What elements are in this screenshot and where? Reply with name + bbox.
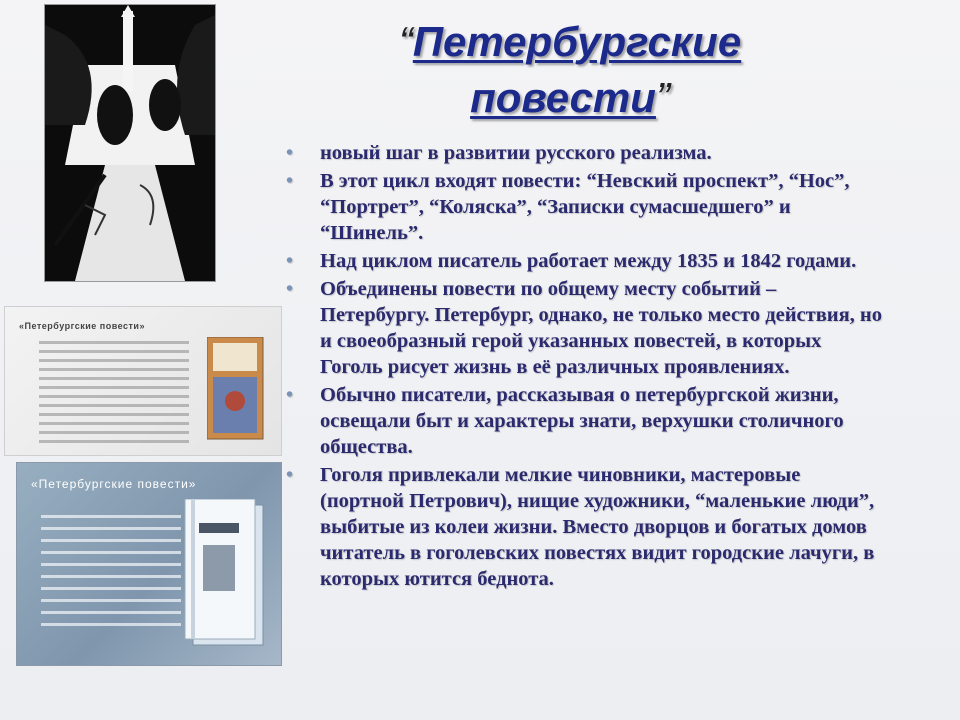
bullet-text: Объединены повести по общему месту событий – Петербургу. Петербург, однако, не только место действия, но и своеобразный герой указанных повестей, в которых Гоголь рисует жизнь в её различных проявлениях. (320, 278, 882, 378)
slide-thumbnail-2 (16, 462, 282, 666)
page-title (290, 14, 850, 126)
bullet-text: Обычно писатели, рассказывая о петербургской жизни, освещали быт и характеры знати, верхушки столичного общества. (320, 384, 844, 458)
slide-thumbnail-2-title: «Петербургские повести» (31, 477, 197, 491)
title-open-quote: “ (398, 18, 413, 65)
list-item (282, 248, 882, 274)
book-icon (183, 499, 269, 649)
petersburg-illustration (44, 4, 216, 282)
title-close-quote: ” (655, 74, 670, 121)
bullet-icon: • (286, 384, 294, 406)
bullet-icon: • (286, 250, 294, 272)
list-item (282, 462, 882, 592)
list-item (282, 382, 882, 460)
title-line-2: повести (470, 74, 656, 121)
bullet-icon: • (286, 278, 294, 300)
list-item (282, 140, 882, 166)
slide-thumbnail-2-text (41, 515, 181, 635)
bullet-text: Над циклом писатель работает между 1835 и 1842 годами. (320, 250, 857, 272)
illustration-drawing (45, 5, 215, 281)
list-item (282, 276, 882, 380)
bullet-text: Гоголя привлекали мелкие чиновники, мастеровые (портной Петрович), нищие художники, “маленькие люди”, выбитые из колеи жизни. Вместо дворцов и богатых домов читатель в гоголевских повестях видит городские лачуги, в которых ютится беднота. (320, 464, 875, 590)
bullet-text: новый шаг в развитии русского реализма. (320, 142, 712, 164)
bullet-icon: • (286, 170, 294, 192)
bullet-icon: • (286, 464, 294, 486)
list-item (282, 168, 882, 246)
slide-thumbnail-1-title: «Петербургские повести» (19, 321, 145, 331)
title-line-1: Петербургские (412, 18, 742, 65)
bullet-list (282, 140, 882, 594)
bullet-icon: • (286, 142, 294, 164)
slide-thumbnail-1-text (39, 341, 189, 449)
book-cover-icon (207, 337, 267, 441)
bullet-text: В этот цикл входят повести: “Невский проспект”, “Нос”, “Портрет”, “Коляска”, “Записки сумасшедшего” и “Шинель”. (320, 170, 850, 244)
slide-thumbnail-1 (4, 306, 282, 456)
